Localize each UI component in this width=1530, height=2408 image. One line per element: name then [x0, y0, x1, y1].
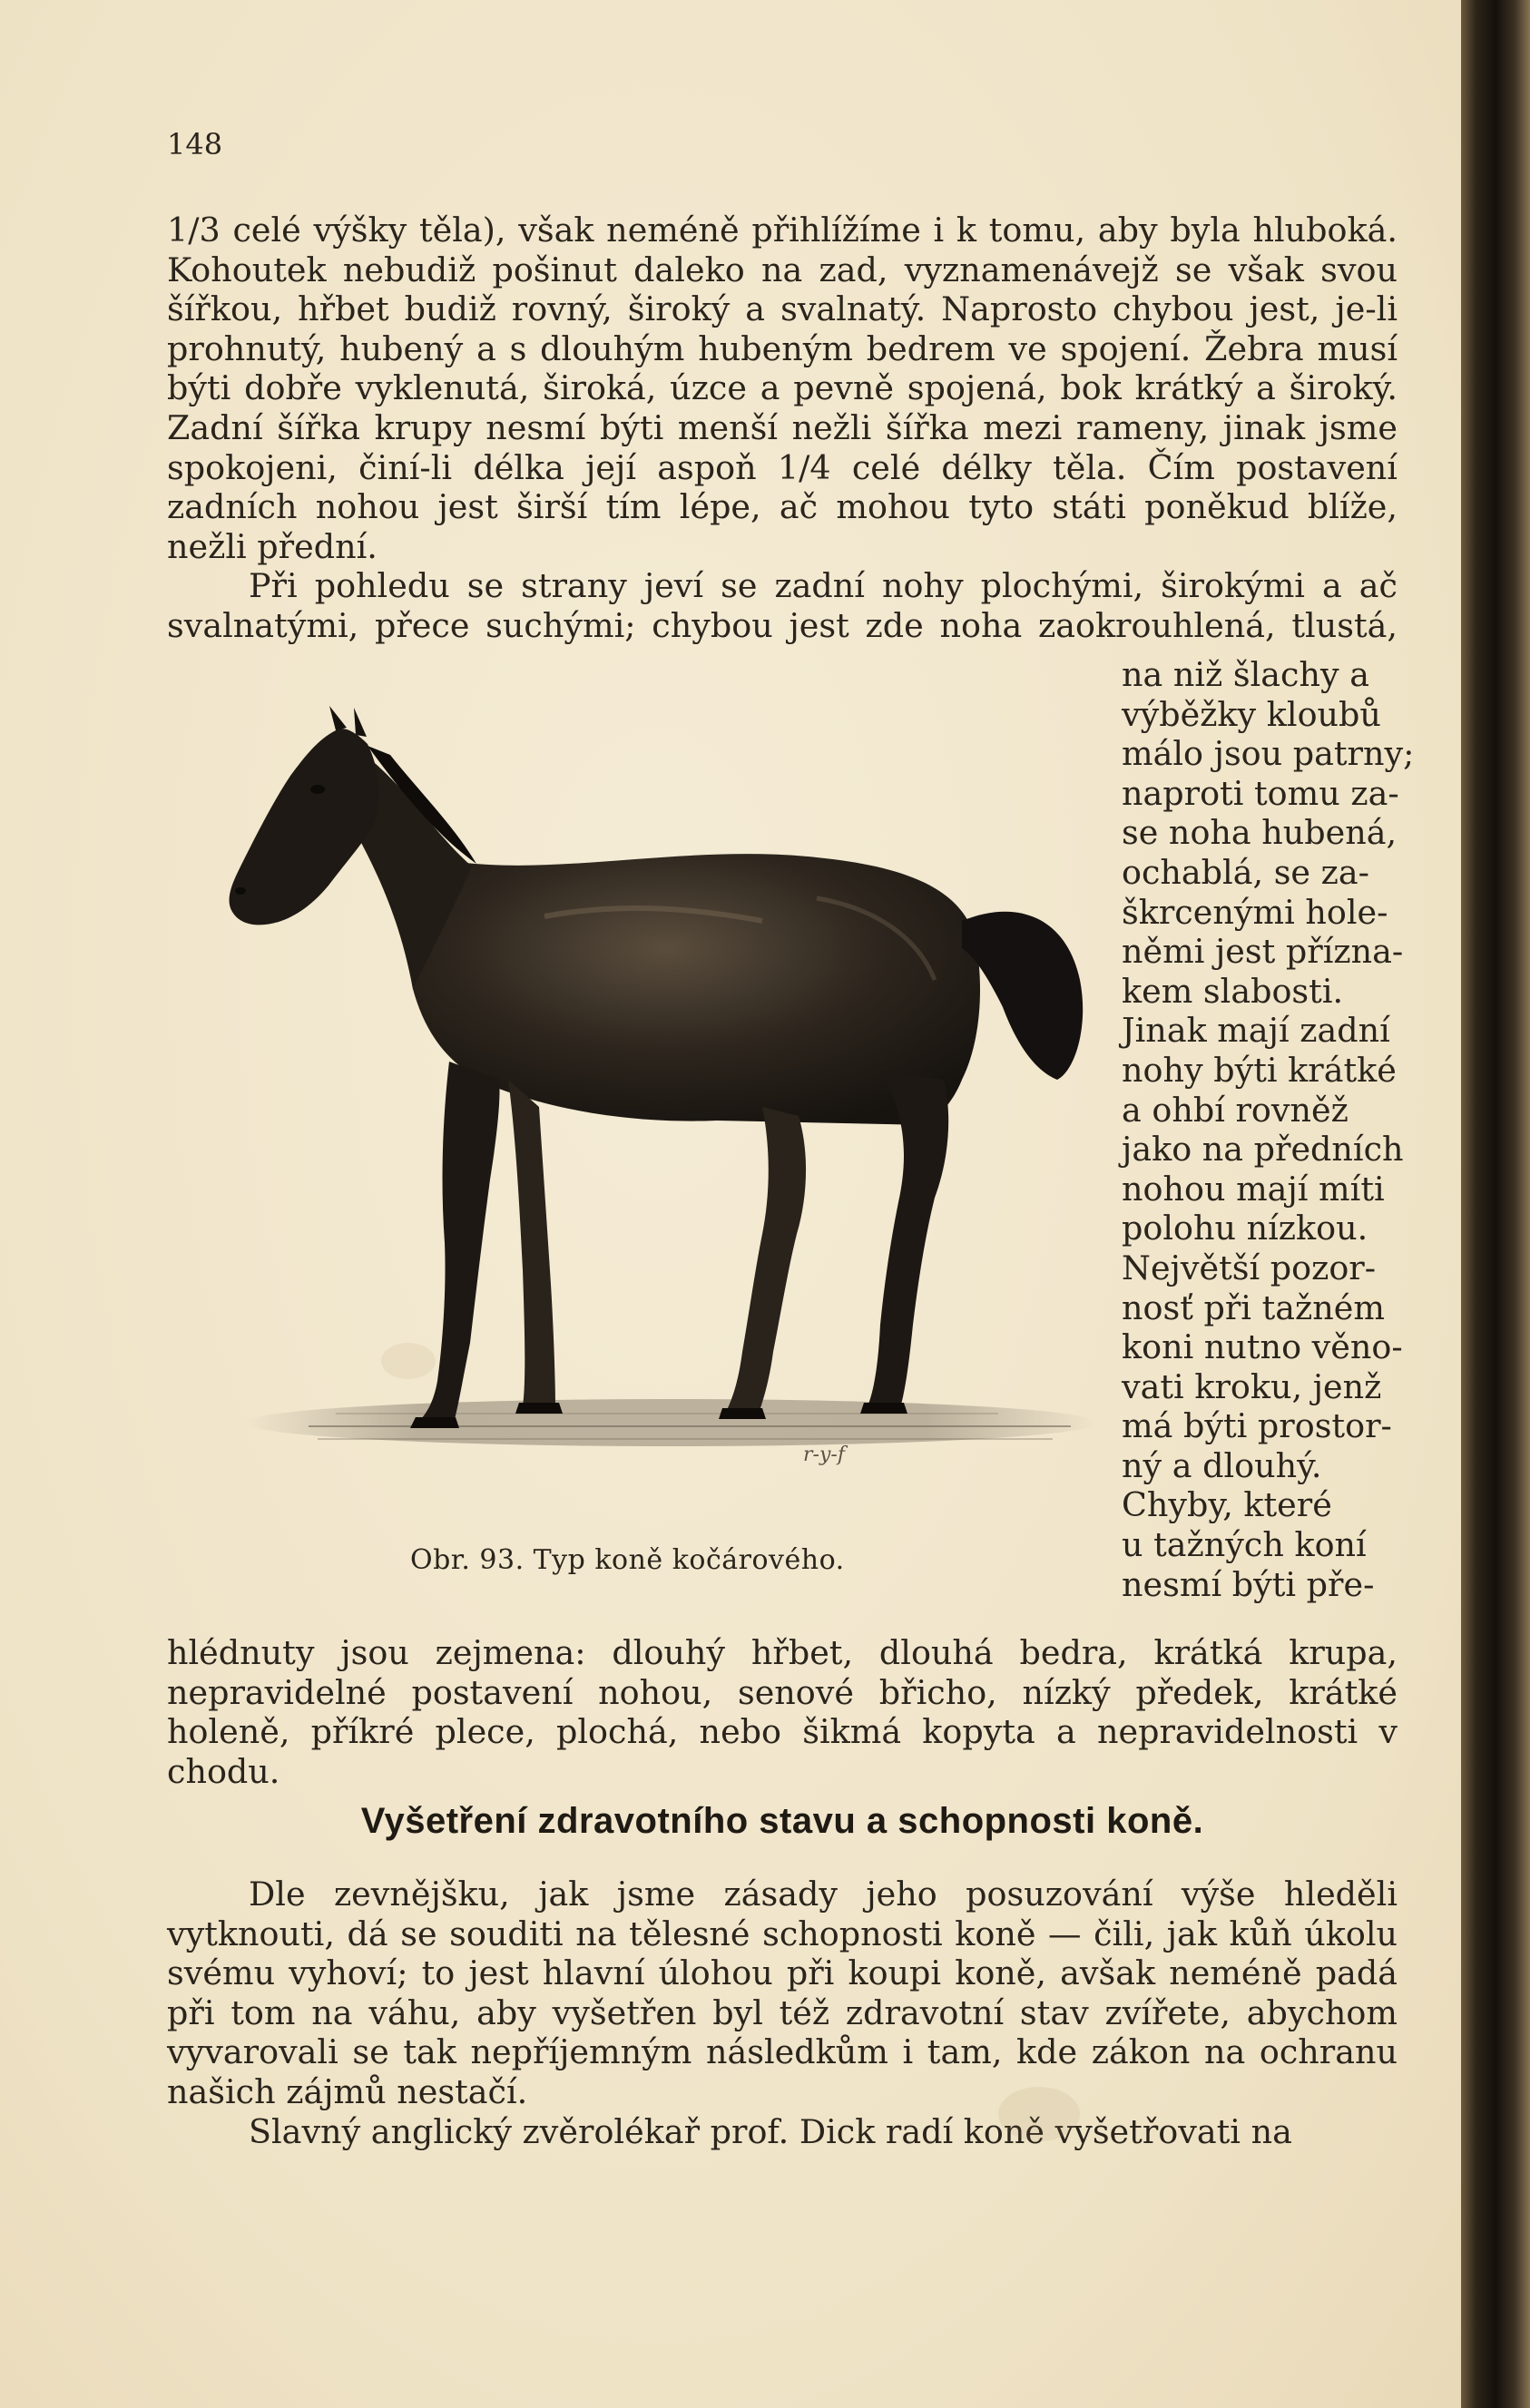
paragraph: Slavný anglický zvěrolékař prof. Dick radí koně vyšetřovati na: [249, 2111, 1292, 2151]
wrap-line: Největší pozor-: [1122, 1248, 1377, 1287]
horse: [230, 706, 1084, 1428]
paragraph-continuation: hlédnuty jsou zejmena: dlouhý hřbet, dlouhá bedra, krátká krupa, nepravidelné postavení nohou, senové břicho, nízký předek, krátké holeně, příkré plece, plochá, nebo šikmá kopyta a nepravidelnosti v chodu.: [167, 1633, 1398, 1791]
wrap-line: u tažných koní: [1122, 1525, 1367, 1565]
wrap-column: [1122, 655, 1415, 1604]
body-text-top: [167, 210, 1398, 646]
body-text-bottom: [167, 1875, 1398, 2151]
horse-illustration: [181, 690, 1098, 1488]
wrap-line: málo jsou patrny;: [1122, 734, 1415, 774]
wrap-line: naproti tomu za-: [1122, 773, 1399, 813]
wrap-line: polohu nízkou.: [1122, 1209, 1368, 1248]
wrap-line: má býti prostor-: [1122, 1406, 1392, 1446]
wrap-line: ochablá, se za-: [1122, 852, 1369, 892]
wrap-line: nohou mají míti: [1122, 1169, 1385, 1209]
wrap-line: výběžky kloubů: [1122, 694, 1381, 734]
wrap-line: nosť při tažném: [1122, 1287, 1385, 1327]
wrap-line: se noha hubená,: [1122, 813, 1398, 853]
ground-shading: [245, 1399, 1098, 1446]
page-number: 148: [167, 127, 223, 162]
wrap-line: Chyby, které: [1122, 1485, 1332, 1525]
wrap-line: škrcenými hole-: [1122, 892, 1388, 932]
wrap-line: koni nutno věno-: [1122, 1327, 1403, 1367]
paragraph: Dle zevnějšku, jak jsme zásady jeho posuzování výše hleděli vytknouti, dá se souditi na tělesné schopnosti koně — čili, jak kůň úkolu svému vyhoví; to jest hlavní úlohou při koupi koně, avšak neméně padá při tom na váhu, aby vyšetřen byl též zdravotní stav zvířete, abychom vyvarovali se tak nepříjemným následkům i tam, kde zákon na ochranu našich zájmů nestačí.: [167, 1875, 1398, 2111]
wrap-line: jako na předních: [1122, 1130, 1404, 1170]
wrap-line: kem slabosti.: [1122, 971, 1344, 1011]
wrap-line: ný a dlouhý.: [1122, 1445, 1322, 1485]
body-text-middle: [167, 1633, 1398, 1791]
paper-stain: [998, 2087, 1080, 2141]
wrap-line: vati kroku, jenž: [1122, 1366, 1382, 1406]
artist-signature: r-y-f: [803, 1444, 845, 1466]
wrap-line: nesmí býti pře-: [1122, 1564, 1375, 1604]
section-heading: Vyšetření zdravotního stavu a schopnosti koně.: [360, 1801, 1204, 1841]
wrap-line: a ohbí rovněž: [1122, 1090, 1349, 1130]
figure-caption: Obr. 93. Typ koně kočárového.: [410, 1544, 845, 1576]
wrap-line: němi jest přízna-: [1122, 932, 1404, 972]
paragraph-wrap-start: Při pohledu se strany jeví se zadní nohy plochými, širokými a ač svalnatými, přece suchými; chybou jest zde noha zaokrouhlená, tlustá,: [167, 566, 1398, 645]
paper-stain: [381, 1343, 436, 1379]
paragraph: 1/3 celé výšky těla), však neméně přihlížíme i k tomu, aby byla hluboká. Kohoutek nebudiž pošinut daleko na zad, vyznamenávejž se však svou šířkou, hřbet budiž rovný, široký a svalnatý. Naprosto chybou jest, je-li prohnutý, hubený a s dlouhým hubeným bedrem ve spojení. Žebra musí býti dobře vyklenutá, široká, úzce a pevně spojená, bok krátký a široký. Zadní šířka krupy nesmí býti menší nežli šířka mezi rameny, jinak jsme spokojeni, činí-li délka její aspoň 1/4 celé délky těla. Čím postavení zadních nohou jest širší tím lépe, ač mohou tyto státi poněkud blíže, nežli přední.: [167, 210, 1398, 566]
wrap-line: Jinak mají zadní: [1122, 1011, 1390, 1051]
wrap-line: nohy býti krátké: [1122, 1050, 1397, 1090]
wrap-line: na niž šlachy a: [1122, 655, 1369, 694]
book-binding-edge: [1461, 0, 1530, 2408]
